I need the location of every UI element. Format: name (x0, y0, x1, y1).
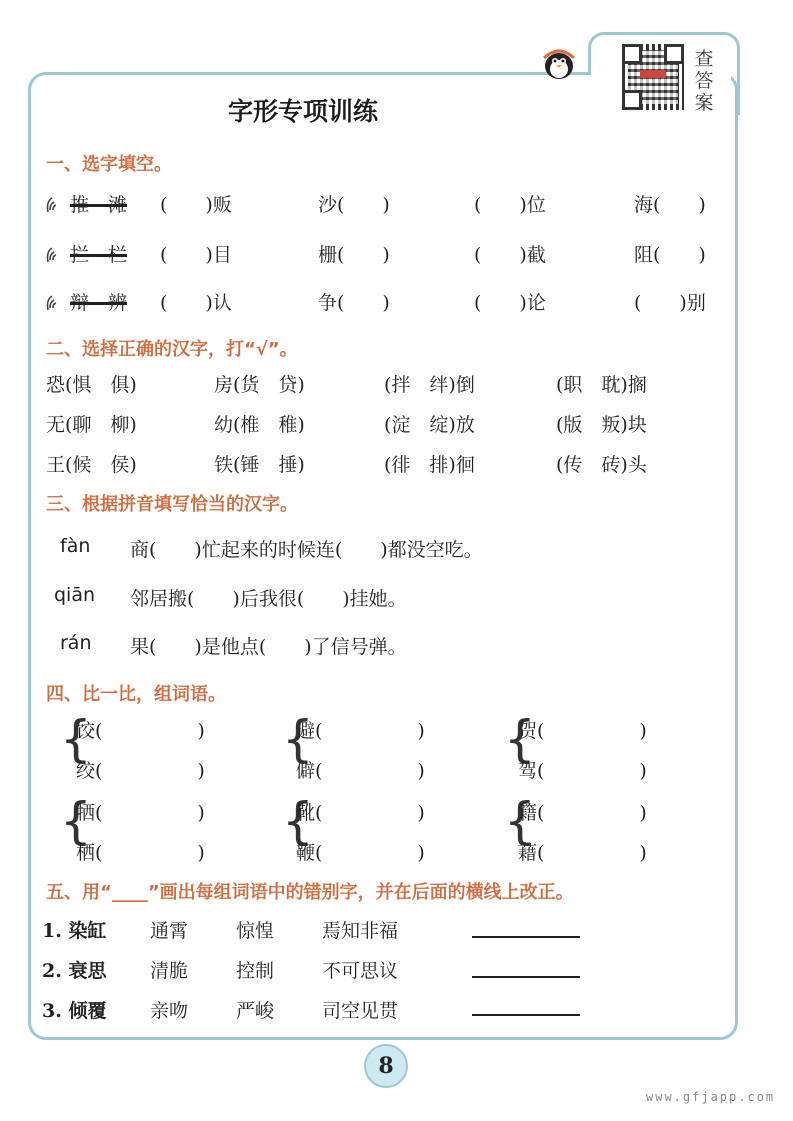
section-4-heading: 四、比一比，组词语。 (46, 684, 226, 705)
choice-item[interactable]: 铁(锤 捶) (214, 454, 305, 476)
char-pair: 拦—栏 (70, 244, 128, 266)
word-item[interactable]: 司空见贯 (322, 1000, 399, 1022)
pinyin-label: qiān (54, 584, 96, 606)
brace-icon: { (282, 792, 314, 850)
choice-item[interactable]: 房(货 贷) (214, 374, 305, 396)
qr-card-icon (640, 70, 666, 78)
word-fill[interactable]: 籍( ) (518, 802, 647, 824)
brace-icon: { (60, 710, 92, 768)
choice-item[interactable]: 无(聊 柳) (46, 414, 137, 436)
sentence-fill[interactable]: 邻居搬( )后我很( )挂她。 (130, 588, 407, 610)
choice-item[interactable]: (职 耽)搁 (556, 374, 647, 396)
pinyin-label: rán (60, 632, 92, 654)
word-fill[interactable]: 驾( ) (518, 760, 647, 782)
fill-item[interactable]: ( )贩 (160, 194, 232, 216)
brace-icon: { (504, 710, 536, 768)
penguin-mascot-icon (540, 44, 578, 80)
fill-item[interactable]: 争( ) (318, 292, 390, 314)
word-item[interactable]: 亲吻 (150, 1000, 189, 1022)
char-pair: 辩—辨 (70, 292, 128, 314)
choice-item[interactable]: (版 叛)块 (556, 414, 647, 436)
fill-item[interactable]: ( )论 (474, 292, 546, 314)
section-5-heading: 五、用“____”画出每组词语中的错别字，并在后面的横线上改正。 (46, 882, 574, 903)
word-fill[interactable]: 饺( ) (76, 720, 205, 742)
word-fill[interactable]: 靴( ) (296, 802, 425, 824)
choice-item[interactable]: 幼(椎 稚) (214, 414, 305, 436)
word-item[interactable]: 控制 (236, 960, 275, 982)
word-fill[interactable]: 鞭( ) (296, 842, 425, 864)
word-fill[interactable]: 藉( ) (518, 842, 647, 864)
answer-line[interactable] (472, 1014, 580, 1016)
choice-item[interactable]: 王(候 侯) (46, 454, 137, 476)
watermark: www.gfjapp.com (646, 1090, 776, 1104)
answer-line[interactable] (472, 976, 580, 978)
brace-icon: { (60, 792, 92, 850)
fill-item[interactable]: 阻( ) (634, 244, 706, 266)
choice-item[interactable]: (淀 绽)放 (384, 414, 475, 436)
word-item[interactable]: 3. 倾覆 (42, 1000, 107, 1022)
hand-pointer-icon (44, 192, 66, 216)
section-3-heading: 三、根据拼音填写恰当的汉字。 (46, 494, 298, 515)
word-fill[interactable]: 牺( ) (76, 802, 205, 824)
word-item[interactable]: 惊惶 (236, 920, 275, 942)
word-item[interactable]: 不可思议 (322, 960, 399, 982)
choice-item[interactable]: (徘 排)徊 (384, 454, 475, 476)
word-item[interactable]: 通霄 (150, 920, 189, 942)
pinyin-label: fàn (60, 535, 91, 557)
word-fill[interactable]: 避( ) (296, 720, 425, 742)
fill-item[interactable]: ( )别 (634, 292, 706, 314)
fill-item[interactable]: ( )截 (474, 244, 546, 266)
answer-line[interactable] (472, 936, 580, 938)
fill-item[interactable]: ( )认 (160, 292, 232, 314)
word-fill[interactable]: 贺( ) (518, 720, 647, 742)
fill-item[interactable]: 海( ) (634, 194, 706, 216)
section-2-heading: 二、选择正确的汉字，打“√”。 (46, 339, 298, 360)
fill-item[interactable]: 栅( ) (318, 244, 390, 266)
char-pair: 推—滩 (70, 194, 128, 216)
word-fill[interactable]: 绞( ) (76, 760, 205, 782)
brace-icon: { (504, 792, 536, 850)
word-item[interactable]: 1. 染缸 (42, 920, 107, 942)
hand-pointer-icon (44, 290, 66, 314)
page-number: 8 (364, 1044, 408, 1088)
choice-item[interactable]: 恐(惧 俱) (46, 374, 137, 396)
sentence-fill[interactable]: 果( )是他点( )了信号弹。 (130, 636, 407, 658)
choice-item[interactable]: (拌 绊)倒 (384, 374, 475, 396)
check-answer-label[interactable]: 查答案 (694, 48, 714, 114)
word-item[interactable]: 严峻 (236, 1000, 275, 1022)
word-fill[interactable]: 栖( ) (76, 842, 205, 864)
fill-item[interactable]: ( )位 (474, 194, 546, 216)
word-fill[interactable]: 僻( ) (296, 760, 425, 782)
choice-item[interactable]: (传 砖)头 (556, 454, 647, 476)
word-item[interactable]: 2. 衰思 (42, 960, 107, 982)
hand-pointer-icon (44, 242, 66, 266)
brace-icon: { (282, 710, 314, 768)
word-item[interactable]: 清脆 (150, 960, 189, 982)
section-1-heading: 一、选字填空。 (46, 154, 172, 175)
sentence-fill[interactable]: 商( )忙起来的时候连( )都没空吃。 (130, 539, 483, 561)
page-title: 字形专项训练 (228, 97, 379, 126)
fill-item[interactable]: 沙( ) (318, 194, 390, 216)
fill-item[interactable]: ( )目 (160, 244, 232, 266)
word-item[interactable]: 焉知非福 (322, 920, 399, 942)
